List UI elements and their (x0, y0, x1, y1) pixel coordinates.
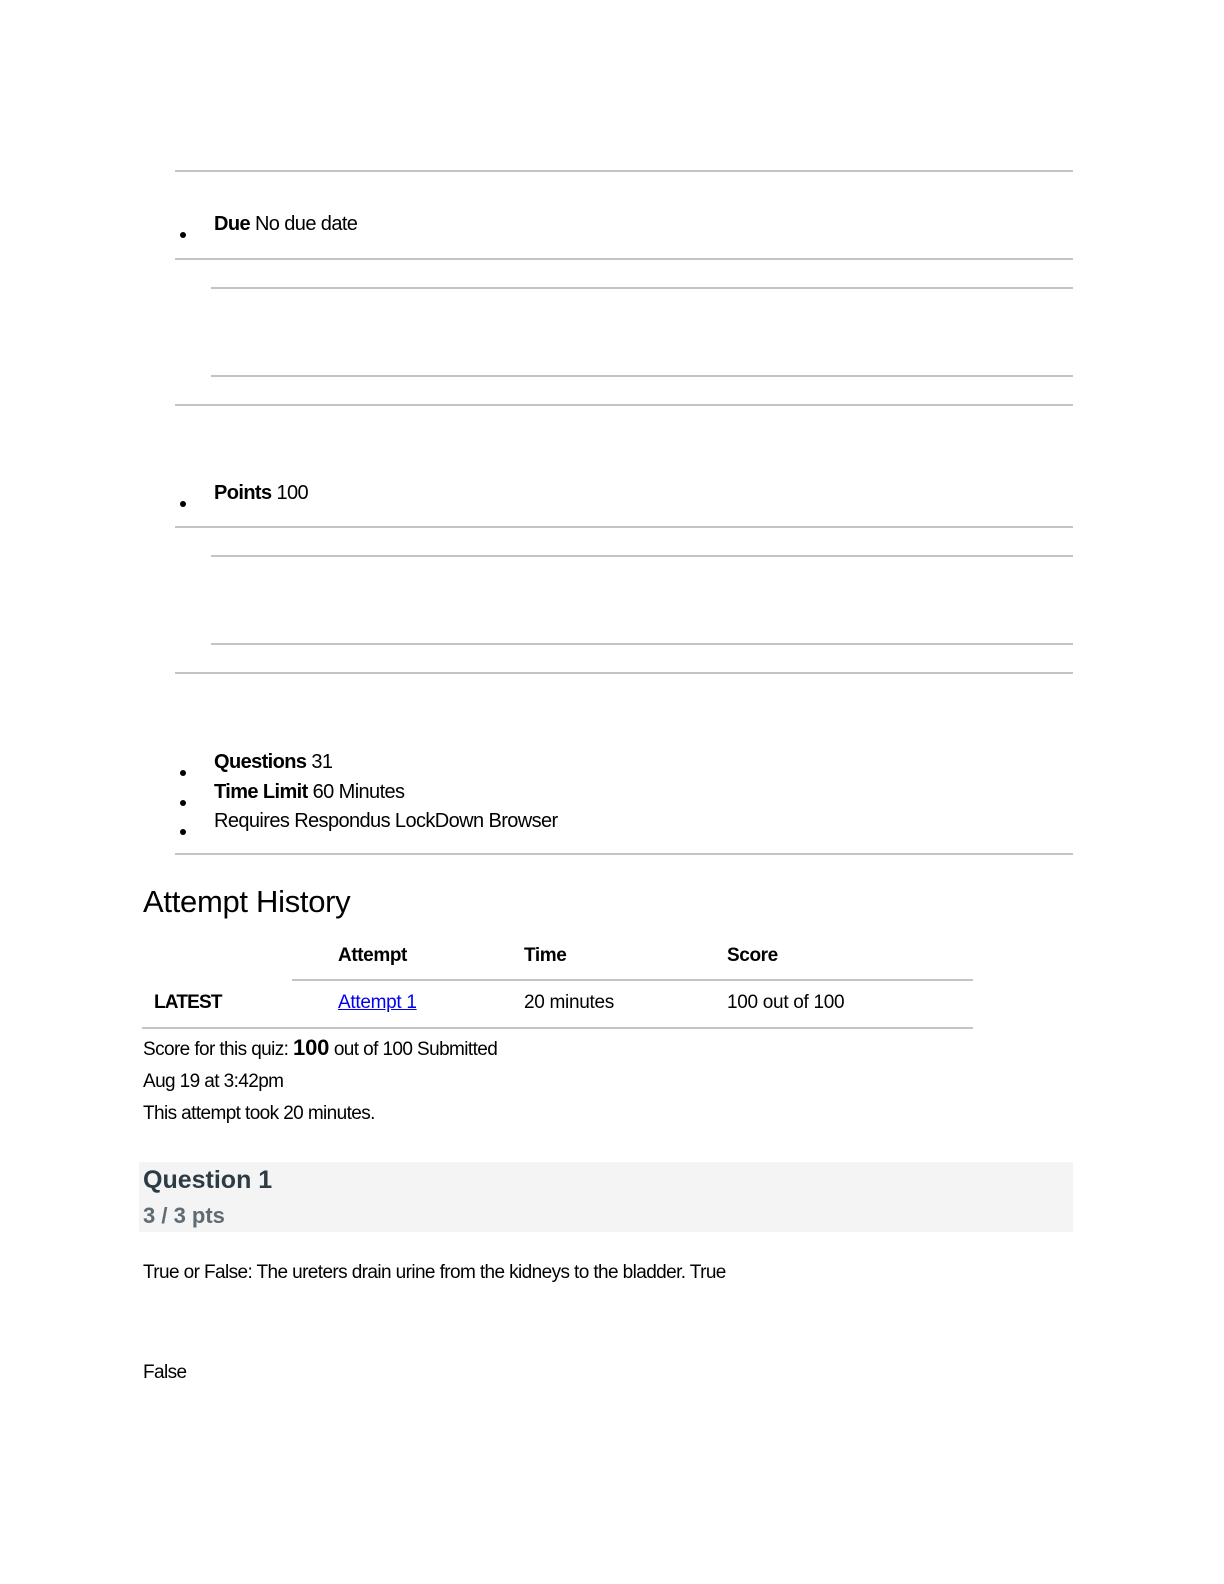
time-limit-item (214, 781, 404, 804)
submitted-date: Aug 19 at 3:42pm (143, 1071, 284, 1092)
bullet (180, 760, 186, 780)
answer-option-false[interactable]: False (143, 1362, 187, 1383)
divider (175, 404, 1073, 406)
question-points: 3 / 3 pts (143, 1203, 225, 1228)
points-item (214, 482, 308, 505)
column-header-time: Time (524, 945, 567, 966)
attempt-score: 100 out of 100 (727, 992, 845, 1013)
column-header-attempt: Attempt (338, 945, 407, 966)
attempt-1-link[interactable]: Attempt 1 (338, 992, 417, 1013)
questions-item (214, 751, 332, 774)
latest-tag: LATEST (154, 992, 222, 1013)
attempt-duration: This attempt took 20 minutes. (143, 1103, 375, 1124)
divider (211, 643, 1073, 645)
requires-item: Requires Respondus LockDown Browser (214, 810, 558, 832)
score-value: 100 (293, 1035, 330, 1060)
divider (175, 170, 1073, 172)
divider (175, 853, 1073, 855)
divider (211, 375, 1073, 377)
score-prefix: Score for this quiz: (143, 1039, 289, 1060)
divider (211, 287, 1073, 289)
points-label: Points (214, 482, 272, 504)
column-header-score: Score (727, 945, 778, 966)
due-value: No due date (254, 213, 358, 235)
question-text: True or False: The ureters drain urine from the kidneys to the bladder. True (143, 1262, 726, 1283)
score-suffix: out of 100 Submitted (333, 1039, 498, 1060)
divider (211, 555, 1073, 557)
attempt-history-title: Attempt History (143, 884, 351, 919)
quiz-score-summary (143, 1035, 497, 1061)
questions-value: 31 (311, 751, 333, 773)
question-header (139, 1162, 1073, 1232)
divider (175, 258, 1073, 260)
due-label: Due (214, 213, 250, 235)
questions-label: Questions (214, 751, 307, 773)
bullet (180, 819, 186, 839)
time-limit-value: 60 Minutes (312, 781, 405, 803)
time-limit-label: Time Limit (214, 781, 308, 803)
bullet (180, 222, 186, 242)
row-divider (142, 1027, 973, 1029)
divider (175, 526, 1073, 528)
header-divider (292, 979, 973, 981)
question-title: Question 1 (143, 1166, 273, 1194)
bullet (180, 491, 186, 511)
bullet (180, 790, 186, 810)
due-item (214, 213, 357, 236)
attempt-time: 20 minutes (524, 992, 614, 1013)
divider (175, 672, 1073, 674)
points-value: 100 (276, 482, 309, 504)
